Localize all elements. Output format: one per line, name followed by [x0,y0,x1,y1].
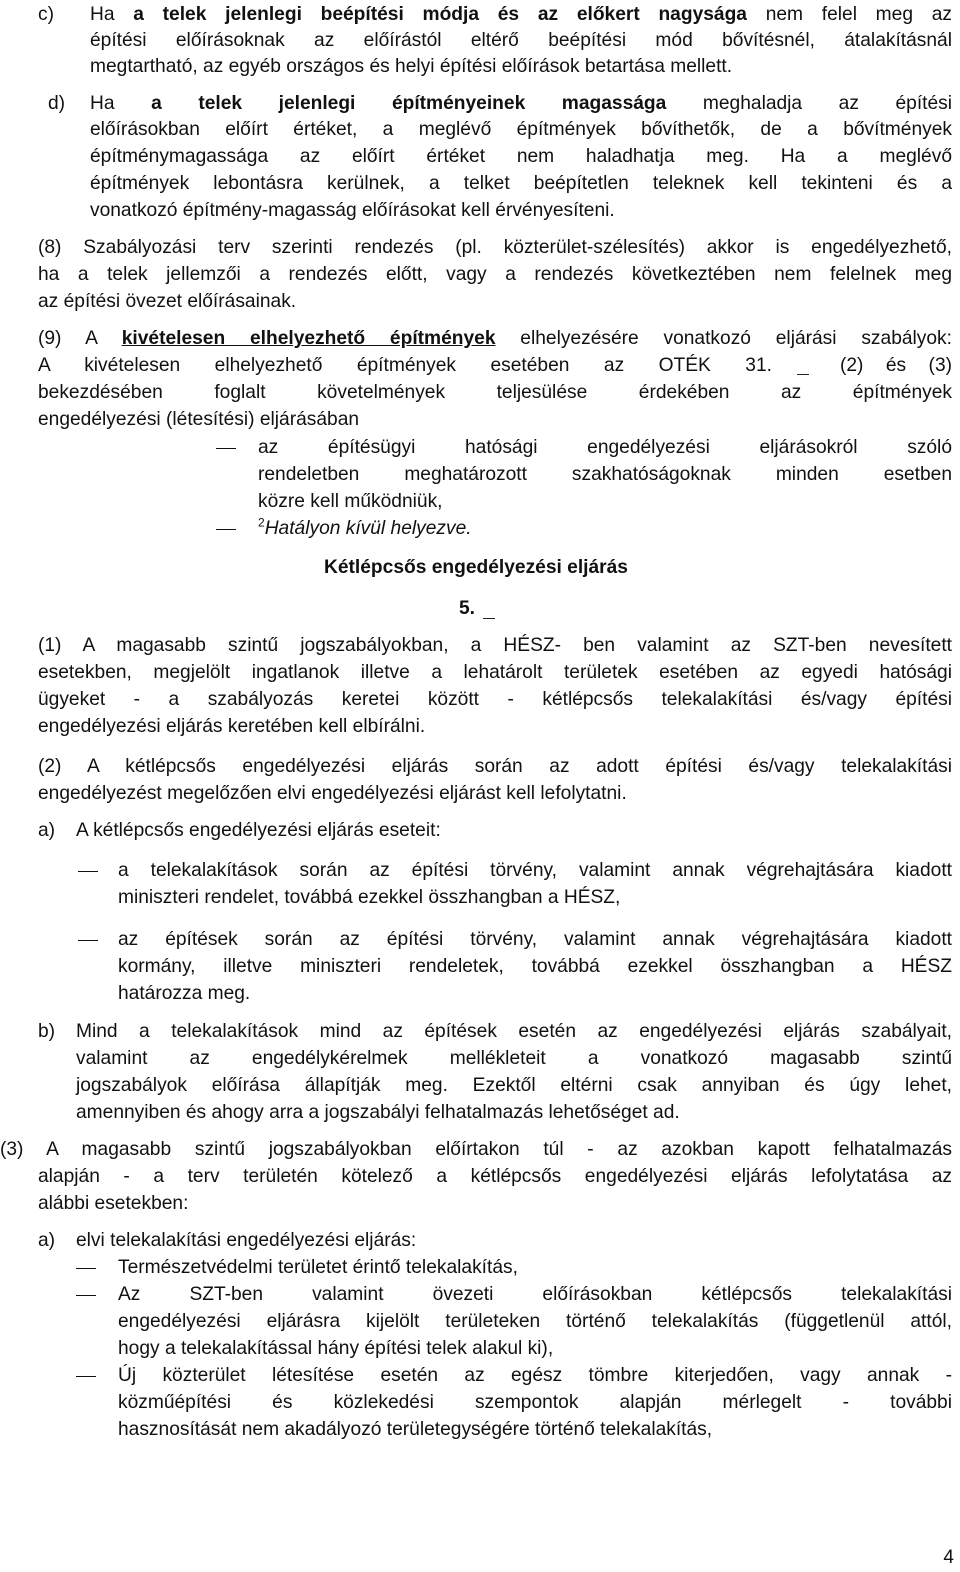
s5-b-line-2: valamint az engedélykérelmek mellékleteit a vonatkozó magasabb szintű [76,1048,952,1069]
s5-p1-line-4: engedélyezési eljárás keretében kell elbírálni. [38,716,426,737]
s5-p1-line-1: (1) A magasabb szintű jogszabályokban, a HÉSZ- ben valamint az SZT-ben nevesített [38,635,952,656]
section-symbol-icon [483,598,495,619]
item-label-p3a: a) [38,1230,56,1251]
s5-a-text: A kétlépcsős engedélyezési eljárás eseteit: [76,820,441,841]
s5-p3a-bullet-2-line-2: engedélyezési eljárásra kijelölt területeken történő telekalakítás (függetlenül attól, [118,1311,952,1332]
s5-a-bullet-1-line-2: miniszteri rendelet, továbbá ezekkel összhangban a HÉSZ, [118,887,621,908]
item-label-b: b) [38,1021,56,1042]
s5-b-line-3: jogszabályok előírása állapítják meg. Ezektől eltérni csak annyiban és úgy lehet, [76,1075,952,1096]
s5-a-bullet-1-line-1: a telekalakítások során az építési törvény, valamint annak végrehajtására kiadott [118,860,952,881]
bullet-dash-icon [78,940,98,941]
c-line-2: építési előírásoknak az előírástól eltérő beépítési mód bővítésnél, átalakításnál [90,30,952,51]
s5-b-line-1: Mind a telekalakítások mind az építések esetén az engedélyezési eljárás szabályait, [76,1021,952,1042]
p9-line-2-ref: (2) és (3) [840,355,952,376]
s5-p3a-bullet-3-line-1: Új közterület létesítése esetén az egész tömbre kiterjedően, vagy annak - [118,1365,952,1386]
p9-line-4: engedélyezési (létesítési) eljárásában [38,409,360,430]
p9-line-2: A kivételesen elhelyezhető építmények esetében az OTÉK 31. [38,355,772,376]
d-line-2: előírásokban előírt értéket, a meglévő építmények bővíthetők, de a bővítmények [90,119,952,140]
s5-a-bullet-2-line-3: határozza meg. [118,983,251,1004]
d-line-3: építménymagassága az előírt értéket nem haladhatja meg. Ha a meglévő [90,146,952,167]
c-line-3: megtartható, az egyéb országos és helyi építési előírások betartása mellett. [90,56,733,77]
section-number: 5. [459,598,476,619]
s5-a-bullet-2-line-1: az építések során az építési törvény, valamint annak végrehajtására kiadott [118,929,952,950]
s5-p3a-bullet-3-line-2: közműépítési és közlekedési szempontok alapján mérlegelt - további [118,1392,952,1413]
d-line-1: Ha a telek jelenlegi építményeinek magassága meghaladja az építési [90,93,953,114]
p8-line-1: (8) Szabályozási terv szerinti rendezés (pl. közterület-szélesítés) akkor is engedélyezhető, [38,237,952,258]
p9-bullet-2: $^2$Hatályon kívül helyezve. [258,515,472,539]
p9-line-1: (9) A kivételesen elhelyezhető építmények elhelyezésére vonatkozó eljárási szabályok: [38,328,952,349]
s5-b-line-4: amennyiben és ahogy arra a jogszabályi felhatalmazás lehetőséget ad. [76,1102,680,1123]
s5-p3a-bullet-1: Természetvédelmi területet érintő telekalakítás, [118,1257,518,1278]
item-label-c: c) [38,4,54,25]
s5-p1-line-2: esetekben, megjelölt ingatlanok illetve a lehatárolt területek esetében az egyedi hatósági [38,662,952,683]
p9-line-3: bekezdésében foglalt követelmények teljesülése érdekében az építmények [38,382,952,403]
page-number: 4 [943,1547,954,1568]
p9-bullet-1-line-1: az építésügyi hatósági engedélyezési eljárásokról szóló [258,437,952,458]
s5-p3a-bullet-3-line-3: hasznosítását nem akadályozó területegységére történő telekalakítás, [118,1419,713,1440]
s5-p2-line-1: (2) A kétlépcsős engedélyezési eljárás során az adott építési és/vagy telekalakítási [38,756,952,777]
d-line-5: vonatkozó építmény-magasság előírásokat kell érvényesíteni. [90,200,615,221]
bullet-dash-icon [78,871,98,872]
s5-a-bullet-2-line-2: kormány, illetve miniszteri rendeletek, továbbá ezekkel összhangban a HÉSZ [118,956,952,977]
section-symbol-icon [797,354,809,375]
s5-p3-line-1: (3) A magasabb szintű jogszabályokban előírtakon túl - az azokban kapott felhatalmazás [0,1139,952,1160]
s5-p3-line-2: alapján - a terv területén kötelező a kétlépcsős engedélyezési eljárás lefolytatása az [38,1166,952,1187]
s5-p3-line-3: alábbi esetekben: [38,1193,189,1214]
s5-p3a-bullet-2-line-1: Az SZT-ben valamint övezeti előírásokban kétlépcsős telekalakítási [118,1284,952,1305]
d-line-4: építmények lebontásra kerülnek, a telket beépítetlen teleknek kell tekinteni és a [90,173,952,194]
bullet-dash-icon [76,1376,96,1377]
s5-p3a-text: elvi telekalakítási engedélyezési eljárás: [76,1230,417,1251]
p8-line-2: ha a telek jellemzői a rendezés előtt, vagy a rendezés következtében nem felelnek meg [38,264,952,285]
s5-p1-line-3: ügyeket - a szabályozás keretei között - kétlépcsős telekalakítási és/vagy építési [38,689,952,710]
bullet-dash-icon [76,1295,96,1296]
c-line-1: Ha a telek jelenlegi beépítési módja és az előkert nagysága nem felel meg az [90,4,953,25]
p9-bullet-1-line-3: közre kell működniük, [258,491,443,512]
p9-bullet-1-line-2: rendeletben meghatározott szakhatóságoknak minden esetben [258,464,952,485]
s5-p2-line-2: engedélyezést megelőzően elvi engedélyezési eljárást kell lefolytatni. [38,783,627,804]
item-label-a: a) [38,820,56,841]
s5-p3a-bullet-2-line-3: hogy a telekalakítással hány építési telek alakul ki), [118,1338,554,1359]
bullet-dash-icon [216,529,236,530]
bullet-dash-icon [216,448,236,449]
p8-line-3: az építési övezet előírásainak. [38,291,297,312]
bullet-dash-icon [76,1268,96,1269]
item-label-d: d) [48,93,66,114]
section-heading: Kétlépcsős engedélyezési eljárás [324,557,628,578]
